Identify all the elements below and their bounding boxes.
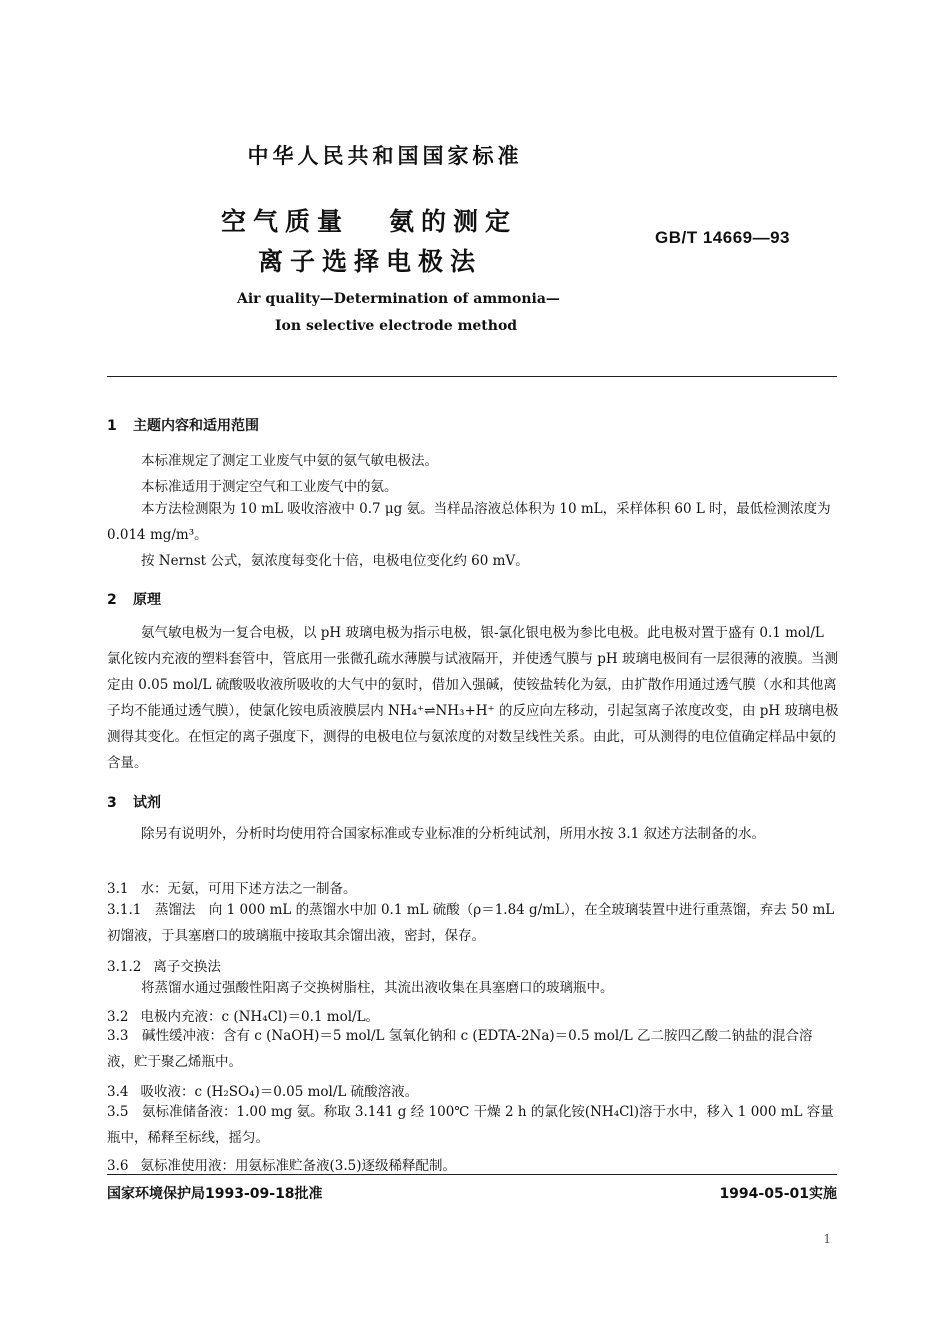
section-1-heading [107,415,259,435]
paragraph: 本方法检测限为 10 mL 吸收溶液中 0.7 μg 氨。当样品溶液总体积为 10 mL，采样体积 60 L 时，最低检测浓度为 0.014 mg/m³。 [107,501,831,543]
clause-3-3 [107,1023,839,1075]
clause-3-6 [107,1154,456,1174]
title-cn-part-a: 空气质量 [221,207,350,236]
issuing-org-heading: 中华人民共和国国家标准 [247,144,523,168]
paragraph: 本标准适用于测定空气和工业废气中的氨。 [141,479,398,495]
clause-3-4 [107,1080,418,1100]
section-number: 2 [107,592,117,608]
clause-number: 3.1.2 [107,959,142,975]
page-number: 1 [823,1232,831,1246]
title-cn-line1 [221,202,517,238]
clause-3-1-2 [107,955,221,975]
clause-text: 氨标准储备液：1.00 mg 氨。称取 3.141 g 经 100℃ 干燥 2 h 的氯化铵(NH₄Cl)溶于水中，移入 1 000 mL 容量瓶中，稀释至标线，摇匀。 [107,1104,834,1146]
clause-text: 水：无氨，可用下述方法之一制备。 [140,881,357,897]
clause-text: 离子交换法 [153,959,221,975]
clause-number: 3.5 [107,1104,129,1120]
clause-3-1 [107,877,356,897]
title-cn-line2: 离子选择电极法 [258,247,483,276]
effective-date: 1994-05-01实施 [719,1186,837,1202]
clause-3-5 [107,1099,839,1151]
clause-text: 碱性缓冲液：含有 c (NaOH)＝5 mol/L 氢氧化钠和 c (EDTA-2Na)＝0.5 mol/L 乙二胺四乙酸二钠盐的混合溶液，贮于聚乙烯瓶中。 [107,1028,813,1070]
clause-number: 3.6 [107,1158,129,1174]
clause-number: 3.1.1 [107,902,142,918]
clause-text: 电极内充液：c (NH₄Cl)＝0.1 mol/L。 [140,1009,380,1025]
clause-number: 3.1 [107,881,129,897]
footer-divider [107,1174,837,1175]
paragraph: 将蒸馏水通过强酸性阳离子交换树脂柱，其流出液收集在具塞磨口的玻璃瓶中。 [141,980,614,996]
section-2-heading [107,589,161,609]
section-title: 主题内容和适用范围 [133,418,259,434]
clause-3-1-1 [107,897,839,949]
title-en-line1: Air quality—Determination of ammonia— [237,291,560,307]
clause-number: 3.4 [107,1084,129,1100]
clause-number: 3.3 [107,1028,129,1044]
clause-text: 蒸馏法 向 1 000 mL 的蒸馏水中加 0.1 mL 硫酸（ρ＝1.84 g/mL），在全玻璃装置中进行重蒸馏，弃去 50 mL 初馏液，于具塞磨口的玻璃瓶中接取其余馏出液，密封，保存。 [107,902,835,944]
paragraph: 除另有说明外，分析时均使用符合国家标准或专业标准的分析纯试剂，所用水按 3.1 叙述方法制备的水。 [141,826,766,842]
paragraph: 按 Nernst 公式，氨浓度每变化十倍，电极电位变化约 60 mV。 [141,553,529,569]
standard-code: GB/T 14669—93 [655,228,791,247]
section-3-heading [107,792,161,812]
clause-3-2 [107,1005,379,1025]
section-number: 1 [107,418,117,434]
paragraph: 氨气敏电极为一复合电极，以 pH 玻璃电极为指示电极，银-氯化银电极为参比电极。此电极对置于盛有 0.1 mol/L 氯化铵内充液的塑料套管中，管底用一张微孔疏水薄膜与试液隔开，并使透气膜与 pH 玻璃电极间有一层很薄的液膜。当测定由 0.05 mol/L 硫酸吸收液所吸收的大气中的氨时，借加入强碱，使铵盐转化为氨，由扩散作用通过透气膜（水和其他离子均不能通过透气膜），使氯化铵电质液膜层内 NH₄⁺⇌NH₃+H⁺ 的反应向左移动，引起氢离子浓度改变，由 pH 玻璃电极测得其变化。在恒定的离子强度下，测得的电极电位与氨浓度的对数呈线性关系。由此，可从测得的电位值确定样品中氨的含量。 [107,625,839,771]
paragraph: 本标准规定了测定工业废气中氨的氨气敏电极法。 [141,453,438,469]
header-divider [107,376,837,377]
section-title: 试剂 [133,795,161,811]
clause-text: 吸收液：c (H₂SO₄)＝0.05 mol/L 硫酸溶液。 [140,1084,419,1100]
approval-line: 国家环境保护局1993-09-18批准 [107,1186,323,1202]
title-cn-part-b: 氨的测定 [389,207,518,236]
clause-number: 3.2 [107,1009,129,1025]
clause-text: 氨标准使用液：用氨标准贮备液(3.5)逐级稀释配制。 [140,1158,456,1174]
section-title: 原理 [133,592,161,608]
section-number: 3 [107,795,117,811]
title-en-line2: Ion selective electrode method [275,318,518,334]
